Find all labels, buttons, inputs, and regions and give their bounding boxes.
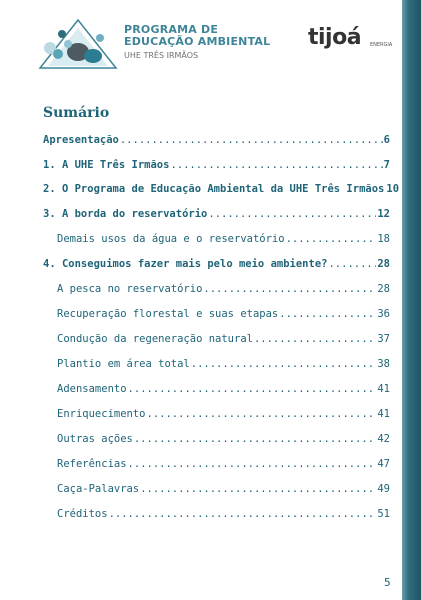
- toc-entry-label: Adensamento: [57, 383, 127, 395]
- toc-leader-dots: [134, 433, 376, 445]
- toc-entry[interactable]: [57, 333, 390, 349]
- toc-entry-page: 7: [383, 159, 390, 171]
- toc-leader-dots: [128, 383, 377, 395]
- toc-entry-label: Outras ações: [57, 433, 133, 445]
- toc-entry-label: Referências: [57, 458, 127, 470]
- toc-leader-dots: [128, 458, 377, 470]
- toc-entry-page: 18: [377, 233, 390, 245]
- toc-entry-page: 12: [377, 208, 390, 220]
- toc-leader-dots: [208, 208, 376, 220]
- toc-leader-dots: [328, 258, 376, 270]
- toc-leader-dots: [170, 159, 382, 171]
- toc-entry-label: Recuperação florestal e suas etapas: [57, 308, 279, 320]
- toc-entry-page: 6: [383, 134, 390, 146]
- toc-entry-label: 4. Conseguimos fazer mais pelo meio ambiente?: [43, 258, 328, 270]
- toc-entry-page: 10: [386, 183, 400, 195]
- toc-entry-page: 28: [377, 283, 390, 295]
- decorative-edge-band: [402, 0, 421, 600]
- toc-entry-page: 41: [377, 383, 390, 395]
- toc-entry-label: 3. A borda do reservatório: [43, 208, 208, 220]
- program-title-line-1: PROGRAMA DE: [124, 23, 219, 36]
- toc-entry-label: Apresentação: [43, 134, 119, 146]
- toc-leader-dots: [109, 508, 377, 520]
- toc-entry[interactable]: [57, 283, 390, 299]
- brand-name: tijoá: [308, 25, 362, 50]
- program-title: [124, 24, 270, 48]
- toc-entry-label: 1. A UHE Três Irmãos: [43, 159, 170, 171]
- toc-entry-label: Plantio em área total: [57, 358, 190, 370]
- toc-entry-label: A pesca no reservatório: [57, 283, 203, 295]
- page-number: 5: [384, 576, 391, 589]
- toc-entry-page: 42: [377, 433, 390, 445]
- toc-entry-page: 49: [377, 483, 390, 495]
- toc-entry[interactable]: [43, 134, 390, 150]
- toc-entry[interactable]: [57, 383, 390, 399]
- toc-entry[interactable]: [43, 208, 390, 224]
- toc-entry[interactable]: [57, 458, 390, 474]
- toc-leader-dots: [203, 283, 376, 295]
- toc-entry[interactable]: [57, 508, 390, 524]
- brand-subtitle: ENERGIA: [370, 42, 393, 48]
- toc-entry[interactable]: [57, 233, 390, 249]
- toc-leader-dots: [286, 233, 377, 245]
- toc-entry-label: Créditos: [57, 508, 108, 520]
- toc-entry[interactable]: [43, 258, 390, 274]
- toc-leader-dots: [191, 358, 377, 370]
- toc-entry-label: 2. O Programa de Educação Ambiental da UHE Três Irmãos: [43, 183, 385, 195]
- program-emblem-icon: [38, 18, 118, 70]
- program-subtitle: UHE TRÊS IRMÃOS: [124, 51, 199, 60]
- toc-entry-page: 38: [377, 358, 390, 370]
- page-header: [0, 0, 402, 80]
- toc-entry-label: Caça-Palavras: [57, 483, 140, 495]
- toc-entry-label: Enriquecimento: [57, 408, 146, 420]
- toc-entry[interactable]: [57, 358, 390, 374]
- toc-entry[interactable]: [57, 308, 390, 324]
- toc-entry-page: 37: [377, 333, 390, 345]
- toc-entry-label: Condução da regeneração natural: [57, 333, 253, 345]
- toc-entry[interactable]: [57, 483, 390, 499]
- toc-entry-page: 36: [377, 308, 390, 320]
- toc-leader-dots: [120, 134, 383, 146]
- toc-leader-dots: [140, 483, 376, 495]
- toc-entry-page: 47: [377, 458, 390, 470]
- toc-leader-dots: [254, 333, 376, 345]
- toc-entry-page: 51: [377, 508, 390, 520]
- toc-leader-dots: [147, 408, 377, 420]
- toc-leader-dots: [279, 308, 376, 320]
- brand-logo: [308, 25, 393, 52]
- toc-entry-label: Demais usos da água e o reservatório: [57, 233, 285, 245]
- toc-entry[interactable]: [43, 159, 390, 175]
- toc-entry[interactable]: [57, 433, 390, 449]
- toc-entry-page: 28: [377, 258, 390, 270]
- toc-entry[interactable]: [43, 183, 400, 199]
- program-title-line-2: EDUCAÇÃO AMBIENTAL: [124, 35, 271, 48]
- toc-title: Sumário: [43, 105, 110, 121]
- toc-entry-page: 41: [377, 408, 390, 420]
- toc-entry[interactable]: [57, 408, 390, 424]
